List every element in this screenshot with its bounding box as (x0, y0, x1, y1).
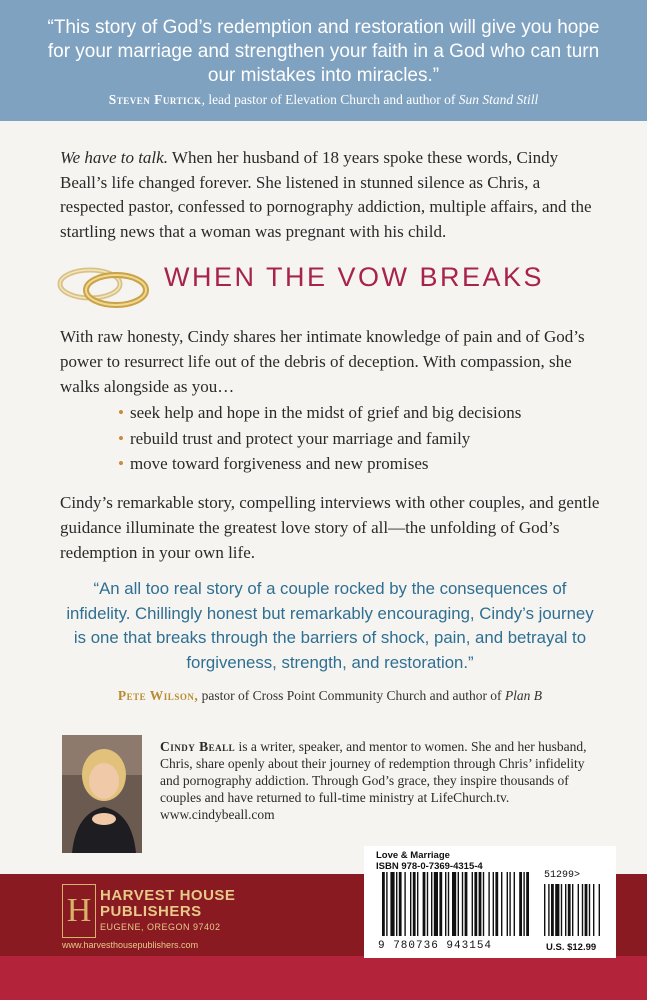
publisher-name-line1: HARVEST HOUSE (100, 887, 236, 904)
wedding-rings-icon (52, 252, 152, 310)
bullet-list (118, 400, 598, 477)
top-endorsement-quote: “This story of God’s redemption and restoration will give you hope for your marriage and strengthen your faith in a God who can turn our mistakes into miracles.” (47, 17, 600, 86)
top-endorsement-author: Steven Furtick (108, 92, 202, 107)
barcode-price: U.S. $12.99 (546, 942, 597, 953)
author-bio (160, 738, 600, 823)
top-endorsement-attribution (0, 92, 647, 108)
bullet-dot-icon: • (118, 454, 124, 473)
top-endorsement-author-desc: , lead pastor of Elevation Church and author of (201, 92, 459, 107)
second-endorsement-quote: “An all too real story of a couple rocked by the consequences of infidelity. Chillingly honest but remarkably encouraging, Cindy’s journey is one that breaks through the barriers of shock, pain, and betrayal to forgiveness, strength, and restoration.” (66, 579, 594, 672)
footer-bottom-band (0, 956, 647, 1000)
author-website: www.cindybeall.com (160, 807, 275, 822)
publisher-location: EUGENE, OREGON 97402 (100, 922, 221, 932)
headline-title: WHEN THE VOW BREAKS (164, 262, 545, 292)
intro-paragraph (60, 146, 600, 244)
top-endorsement-book: Sun Stand Still (458, 92, 539, 107)
list-item (118, 426, 598, 452)
publisher-name-line2: PUBLISHERS (100, 903, 202, 920)
second-endorsement-author-desc: pastor of Cross Point Community Church and author of (198, 688, 505, 703)
barcode-addon: 51299> (544, 870, 581, 881)
top-endorsement-band (0, 0, 647, 121)
publisher-url: www.harvesthousepublishers.com (62, 940, 199, 950)
bullet-text: move toward forgiveness and new promises (129, 454, 429, 473)
publisher-logo-icon: H (62, 884, 96, 938)
author-bio-text: is a writer, speaker, and mentor to women. She and her husband, Chris, share openly about their journey of redemption through Chris’ infidelity and pornography addiction. Through God’s grace, they inspire thousands of couples and have returned to full-time ministry at LifeChurch.tv. (160, 739, 587, 805)
bullet-text: seek help and hope in the midst of grief and big decisions (129, 403, 522, 422)
body-paragraph-2: With raw honesty, Cindy shares her intimate knowledge of pain and of God’s power to resurrect life out of the debris of deception. With compassion, she walks alongside as you… (60, 327, 585, 396)
intro-italic: We have to talk. (60, 148, 168, 167)
author-photo (62, 735, 142, 853)
second-endorsement-author: Pete Wilson, (117, 688, 199, 703)
second-endorsement-book: Plan B (504, 688, 543, 703)
barcode-digits: 9 780736 943154 (378, 940, 493, 952)
body-paragraph-3: Cindy’s remarkable story, compelling interviews with other couples, and gentle guidance illuminate the greatest love story of all—the unfolding of God’s redemption in your own life. (60, 493, 600, 562)
barcode-box (364, 846, 616, 958)
barcode-icon (364, 872, 616, 942)
publisher-name (100, 888, 235, 932)
author-bio-name: Cindy Beall (160, 739, 236, 754)
barcode-isbn: ISBN 978-0-7369-4315-4 (376, 861, 483, 872)
author-portrait-image (62, 735, 142, 853)
headline-row (52, 252, 612, 310)
intro-text: When her husband of 18 years spoke these words, Cindy Beall’s life changed forever. She listened in stunned silence as Chris, a respected pastor, confessed to pornography addiction, multiple affairs, and the startling news that a woman was pregnant with his child. (60, 148, 592, 241)
list-item (118, 400, 598, 426)
second-endorsement-attribution (60, 688, 600, 704)
bullet-text: rebuild trust and protect your marriage and family (129, 428, 471, 448)
bullet-dot-icon: • (118, 428, 124, 448)
barcode-labels (376, 850, 483, 872)
barcode-category: Love & Marriage (376, 850, 450, 861)
bullet-dot-icon: • (118, 403, 124, 422)
list-item (118, 451, 598, 477)
